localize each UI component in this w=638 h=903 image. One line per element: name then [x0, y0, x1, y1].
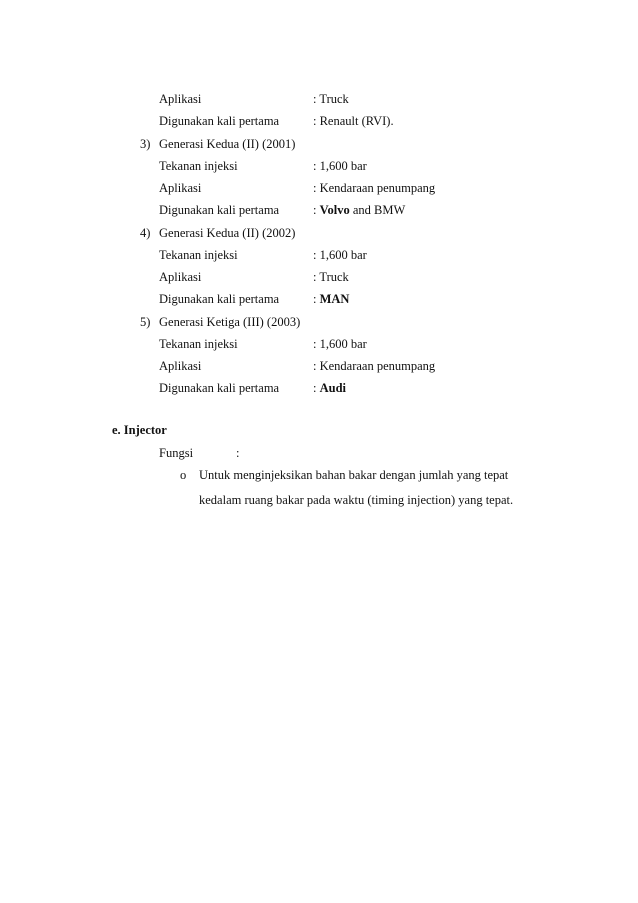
generation-title: Generasi Kedua (II) (2002) [159, 226, 296, 240]
spec-value: : 1,600 bar [313, 159, 367, 173]
spec-value: : Renault (RVI). [313, 114, 394, 128]
manufacturer-name: MAN [319, 292, 350, 306]
manufacturer-name: Audi [319, 381, 347, 395]
bullet-text-line: kedalam ruang bakar pada waktu (timing injection) yang tepat. [199, 493, 514, 507]
spec-label: Aplikasi [159, 92, 202, 106]
spec-value [313, 378, 346, 398]
spec-value-suffix: and BMW [349, 203, 406, 217]
spec-label: Digunakan kali pertama [159, 114, 280, 128]
spec-label: Tekanan injeksi [159, 248, 238, 262]
spec-value-prefix: : [313, 292, 320, 306]
bullet-text-line: Untuk menginjeksikan bahan bakar dengan jumlah yang tepat [199, 468, 509, 482]
spec-label: Digunakan kali pertama [159, 381, 280, 395]
spec-label: Tekanan injeksi [159, 337, 238, 351]
generation-title: Generasi Kedua (II) (2001) [159, 137, 296, 151]
spec-value [313, 289, 349, 309]
fungsi-colon: : [236, 446, 240, 460]
spec-label: Aplikasi [159, 270, 202, 284]
list-number: 3) [140, 137, 151, 151]
spec-label: Digunakan kali pertama [159, 203, 280, 217]
spec-value: : 1,600 bar [313, 248, 367, 262]
spec-value-prefix: : [313, 203, 320, 217]
spec-value [313, 200, 405, 220]
list-number: 4) [140, 226, 151, 240]
spec-value: : Kendaraan penumpang [313, 359, 436, 373]
spec-value: : Kendaraan penumpang [313, 181, 436, 195]
manufacturer-name: Volvo [319, 203, 350, 217]
spec-label: Tekanan injeksi [159, 159, 238, 173]
spec-label: Aplikasi [159, 359, 202, 373]
circle-bullet-icon: o [180, 468, 187, 482]
generation-title: Generasi Ketiga (III) (2003) [159, 315, 301, 329]
list-number: 5) [140, 315, 151, 329]
spec-value: : Truck [313, 92, 349, 106]
spec-value-prefix: : [313, 381, 320, 395]
injector-heading: e. Injector [112, 423, 167, 437]
fungsi-label: Fungsi [159, 446, 194, 460]
spec-value: : 1,600 bar [313, 337, 367, 351]
spec-label: Digunakan kali pertama [159, 292, 280, 306]
spec-value: : Truck [313, 270, 349, 284]
spec-label: Aplikasi [159, 181, 202, 195]
